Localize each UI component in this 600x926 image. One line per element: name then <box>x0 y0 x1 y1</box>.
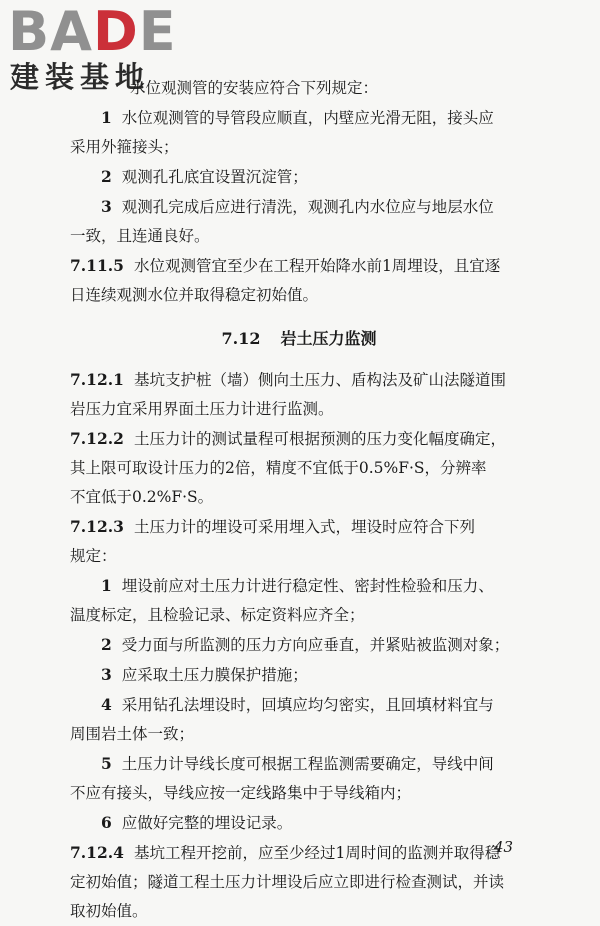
page-number: 43 <box>494 838 514 856</box>
list-item: 1 水位观测管的导管段应顺直，内壁应光滑无阻，接头应 采用外箍接头； <box>70 108 494 156</box>
list-item: 2 观测孔孔底宜设置沉淀管； <box>101 167 308 186</box>
logo-wordmark: BADE <box>8 0 177 63</box>
clause-7-11-4 <box>70 74 528 103</box>
clause-text: 水位观测管的安装应符合下列规定： <box>130 79 379 97</box>
clause-7-11-5: 7.11.5 水位观测管宜至少在工程开始降水前1周埋设，且宜逐 日连续观测水位并取得稳定初始值。 <box>70 256 501 304</box>
clause-7-12-2: 7.12.2 土压力计的测试量程可根据预测的压力变化幅度确定， 其上限可取设计压力的2倍，精度不宜低于0.5%F·S，分辨率 不宜低于0.2%F·S。 <box>70 429 506 506</box>
list-item: 3 应采取土压力膜保护措施； <box>101 665 308 684</box>
clause-7-12-1: 7.12.1 基坑支护桩（墙）侧向土压力、盾构法及矿山法隧道围 岩压力宜采用界面土压力计进行监测。 <box>70 370 506 418</box>
list-item: 3 观测孔完成后应进行清洗，观测孔内水位应与地层水位 一致，且连通良好。 <box>70 197 494 245</box>
list-item: 5 土压力计导线长度可根据工程监测需要确定，导线中间 不应有接头，导线应按一定线路集中于导线箱内； <box>70 754 494 802</box>
clause-7-12-4: 7.12.4 基坑工程开挖前，应至少经过1周时间的监测并取得稳 定初始值；隧道工程土压力计埋设后应立即进行检查测试，并读 取初始值。 <box>70 843 505 920</box>
logo-subtitle: 建装基地 <box>10 60 151 94</box>
clause-7-12-3: 7.12.3 土压力计的埋设可采用埋入式，埋设时应符合下列 规定： <box>70 517 475 565</box>
section-heading: 7.12 岩土压力监测 <box>221 329 377 348</box>
list-item: 6 应做好完整的埋设记录。 <box>101 813 293 832</box>
list-item: 2 受力面与所监测的压力方向应垂直，并紧贴被监测对象； <box>101 635 510 654</box>
list-item: 1 埋设前应对土压力计进行稳定性、密封性检验和压力、 温度标定，且检验记录、标定资料应齐全； <box>70 576 494 624</box>
list-item: 4 采用钻孔法埋设时，回填应均匀密实，且回填材料宜与 周围岩土体一致； <box>70 695 494 743</box>
document-body <box>70 74 528 926</box>
